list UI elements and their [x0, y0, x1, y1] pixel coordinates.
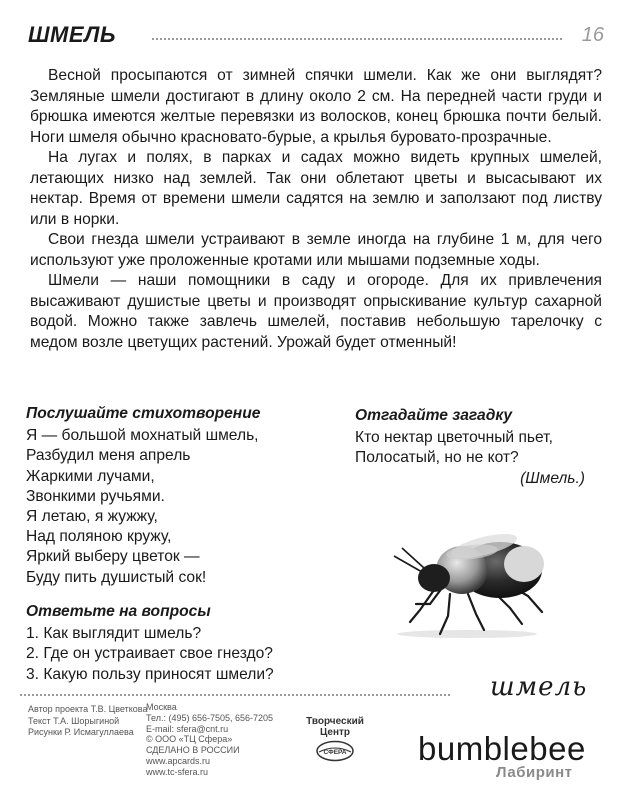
article-text	[30, 66, 602, 353]
poem-line: Буду пить душистый сок!	[26, 568, 207, 586]
poem-line: Над поляною кружу,	[26, 528, 172, 546]
card-word-english: bumblebee	[418, 730, 586, 767]
credit-line: www.apcards.ru	[146, 755, 211, 766]
poem-line: Жаркими лучами,	[26, 467, 155, 485]
article-paragraph: Свои гнезда шмели устраивают в земле иногда на глубине 1 м, для чего используют уже проложенные кротами или мышами подземные ходы.	[30, 231, 602, 269]
publisher-name-line2: Центр	[319, 727, 351, 738]
sfera-logo-text: СФЕРА	[323, 749, 347, 756]
footer-dotted-rule	[20, 694, 450, 696]
credits-contacts	[146, 702, 273, 778]
article-paragraph: Весной просыпаются от зимней спячки шмели. Как же они выглядят? Земляные шмели достигают в длину около 2 см. На передней части груди и брюшка имеются желтые перевязки из волосков, конец брюшка почти белый. Ноги шмеля обычно красновато-бурые, а крылья буровато-прозрачные.	[30, 67, 602, 146]
credit-line: Текст Т.А. Шорыгиной	[28, 715, 120, 726]
question-item: 1. Как выглядит шмель?	[26, 625, 202, 643]
labirint-watermark: Лабиринт	[496, 764, 573, 781]
riddle-heading: Отгадайте загадку	[355, 407, 513, 424]
poem-line: Яркий выберу цветок —	[26, 548, 200, 566]
page-title: ШМЕЛЬ	[28, 22, 116, 47]
page-number: 16	[581, 24, 604, 46]
publisher-block	[290, 716, 380, 762]
riddle-line: Полосатый, но не кот?	[355, 449, 519, 467]
credit-line: Автор проекта Т.В. Цветкова	[28, 704, 148, 714]
card-word-russian: шмель	[490, 672, 588, 702]
bumblebee-illustration	[372, 530, 552, 642]
page-header	[20, 16, 610, 52]
article-paragraph: На лугах и полях, в парках и садах можно видеть крупных шмелей, летающих низко над землей. Так они облетают цветы и высасывают их нектар. Время от времени шмели садятся на землю и заползают под листву или в норки.	[30, 149, 602, 228]
questions-heading: Ответьте на вопросы	[26, 603, 211, 620]
poem-heading: Послушайте стихотворение	[26, 405, 261, 422]
riddle-answer: (Шмель.)	[520, 469, 585, 487]
credit-line: Рисунки Р. Исмагуллаева	[28, 727, 134, 737]
article-paragraph: Шмели — наши помощники в саду и огороде. Для их привлечения высаживают душистые цветы и производят опрыскивание культур сахарной водой. Можно также завлечь шмелей, поставив небольшую тарелочку с медом возле цветущих растений. Урожай будет отменный!	[30, 272, 602, 351]
riddle-line: Кто нектар цветочный пьет,	[355, 429, 553, 447]
question-item: 2. Где он устраивает свое гнездо?	[26, 645, 273, 663]
credit-line: © ООО «ТЦ Сфера»	[146, 734, 233, 745]
dotted-rule	[152, 38, 562, 40]
sfera-logo-icon	[315, 740, 355, 762]
questions-section	[26, 602, 346, 685]
poem-line: Я — большой мохнатый шмель,	[26, 427, 259, 445]
poem-section	[26, 404, 326, 588]
poem-line: Звонкими ручьями.	[26, 487, 165, 505]
credits-authors	[28, 704, 147, 739]
publisher-name-line1: Творческий	[306, 716, 364, 727]
credit-line: Тел.: (495) 656-7505, 656-7205	[146, 712, 274, 723]
credit-line: E-mail: sfera@cnt.ru	[146, 723, 229, 734]
riddle-section	[355, 406, 605, 489]
poem-line: Я летаю, я жужжу,	[26, 508, 158, 526]
credit-line: СДЕЛАНО В РОССИИ	[146, 745, 240, 756]
poem-line: Разбудил меня апрель	[26, 447, 191, 465]
credit-line: www.tc-sfera.ru	[146, 766, 209, 777]
credit-line: Москва	[146, 702, 177, 712]
question-item: 3. Какую пользу приносят шмели?	[26, 665, 274, 683]
